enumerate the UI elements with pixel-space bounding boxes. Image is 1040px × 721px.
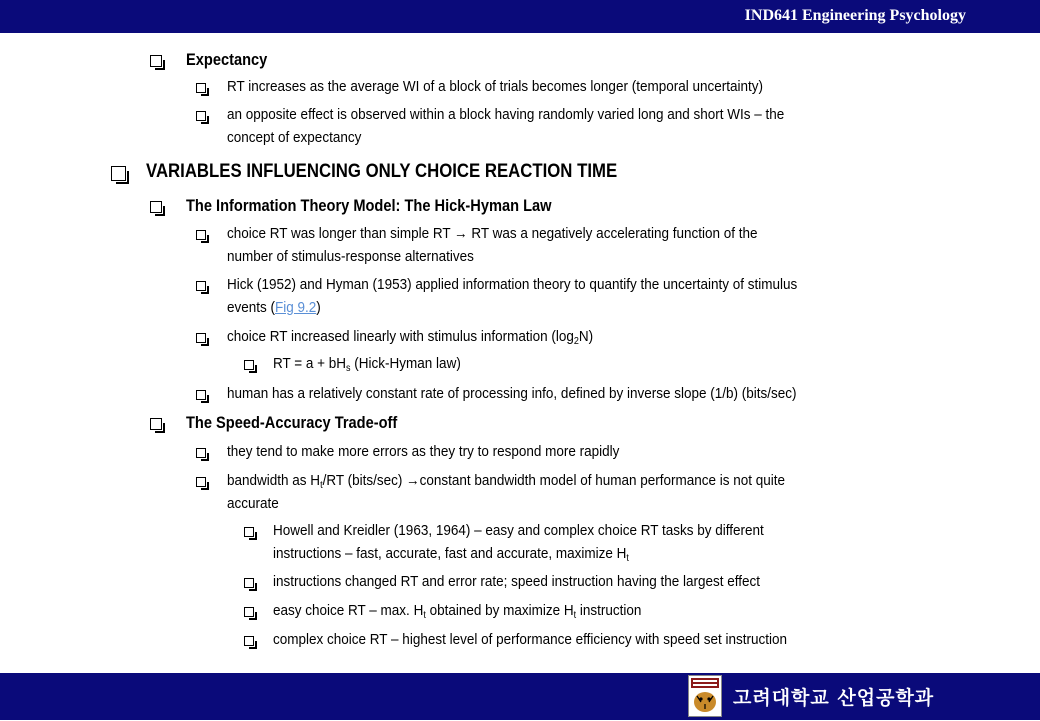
bullet-text-cont: number of stimulus-response alternatives [227,248,474,265]
heading-expectancy: Expectancy [186,50,268,69]
section-heading: VARIABLES INFLUENCING ONLY CHOICE REACTION TIME [146,160,618,182]
formula-text: RT = $a + bH_s$ (Hick-Hyman law) [273,355,461,374]
bullet-checkbox-icon [244,578,254,588]
bullet-text: an opposite effect is observed within a block having randomly varied long and short WIs – the [227,106,785,123]
bullet-text: Hick (1952) and Hyman (1953) applied information theory to quantify the uncertainty of stimulus [227,276,798,293]
subheading-speed-accuracy: The Speed-Accuracy Trade-off [186,413,398,432]
bullet-text: human has a relatively constant rate of processing info, defined by inverse slope (1/b) (bits/sec) [227,385,797,402]
bullet-text: RT increases as the average WI of a block of trials becomes longer (temporal uncertainty) [227,78,764,95]
bullet-checkbox-icon [150,55,162,67]
bullet-text-cont: events (Fig 9.2) [227,299,321,316]
bullet-checkbox-icon [150,201,162,213]
bullet-text: they tend to make more errors as they try to respond more rapidly [227,443,620,460]
bullet-checkbox-icon [196,230,206,240]
bullet-text: easy choice RT – max. $H_t$ obtained by maximize $H_t$ instruction [273,602,642,621]
bullet-checkbox-icon [196,477,206,487]
bullet-checkbox-icon [196,448,206,458]
bullet-text: choice RT was longer than simple RT → RT was a negatively accelerating function of the [227,225,758,242]
bullet-checkbox-icon [196,111,206,121]
bullet-checkbox-icon [196,390,206,400]
department-name: 고려대학교 산업공학과 [733,687,935,709]
bullet-text: complex choice RT – highest level of performance efficiency with speed set instruction [273,631,788,648]
bullet-text: Howell and Kreidler (1963, 1964) – easy and complex choice RT tasks by different [273,522,764,539]
bullet-text: bandwidth as $H_t/RT$ (bits/sec) →constant bandwidth model of human performance is not quite [227,472,786,491]
bullet-checkbox-icon [196,281,206,291]
bullet-checkbox-icon [244,607,254,617]
bullet-checkbox-icon [111,166,126,181]
bullet-text: instructions changed RT and error rate; speed instruction having the largest effect [273,573,761,590]
fig-9-2-link[interactable]: Fig 9.2 [275,299,317,316]
bullet-text-cont: instructions – fast, accurate, fast and accurate, maximize $H_t$ [273,545,629,564]
bullet-checkbox-icon [244,527,254,537]
bullet-text-cont: concept of expectancy [227,129,362,146]
bullet-checkbox-icon [196,333,206,343]
bullet-checkbox-icon [196,83,206,93]
bullet-checkbox-icon [244,636,254,646]
course-title: IND641 Engineering Psychology [744,7,966,24]
bullet-text-cont: accurate [227,495,279,512]
university-logo-icon [688,675,722,717]
subheading-hick-hyman: The Information Theory Model: The Hick-Hyman Law [186,196,552,215]
bullet-text: choice RT increased linearly with stimulus information $(\log_2N)$ [227,328,594,347]
bullet-checkbox-icon [150,418,162,430]
bullet-checkbox-icon [244,360,254,370]
